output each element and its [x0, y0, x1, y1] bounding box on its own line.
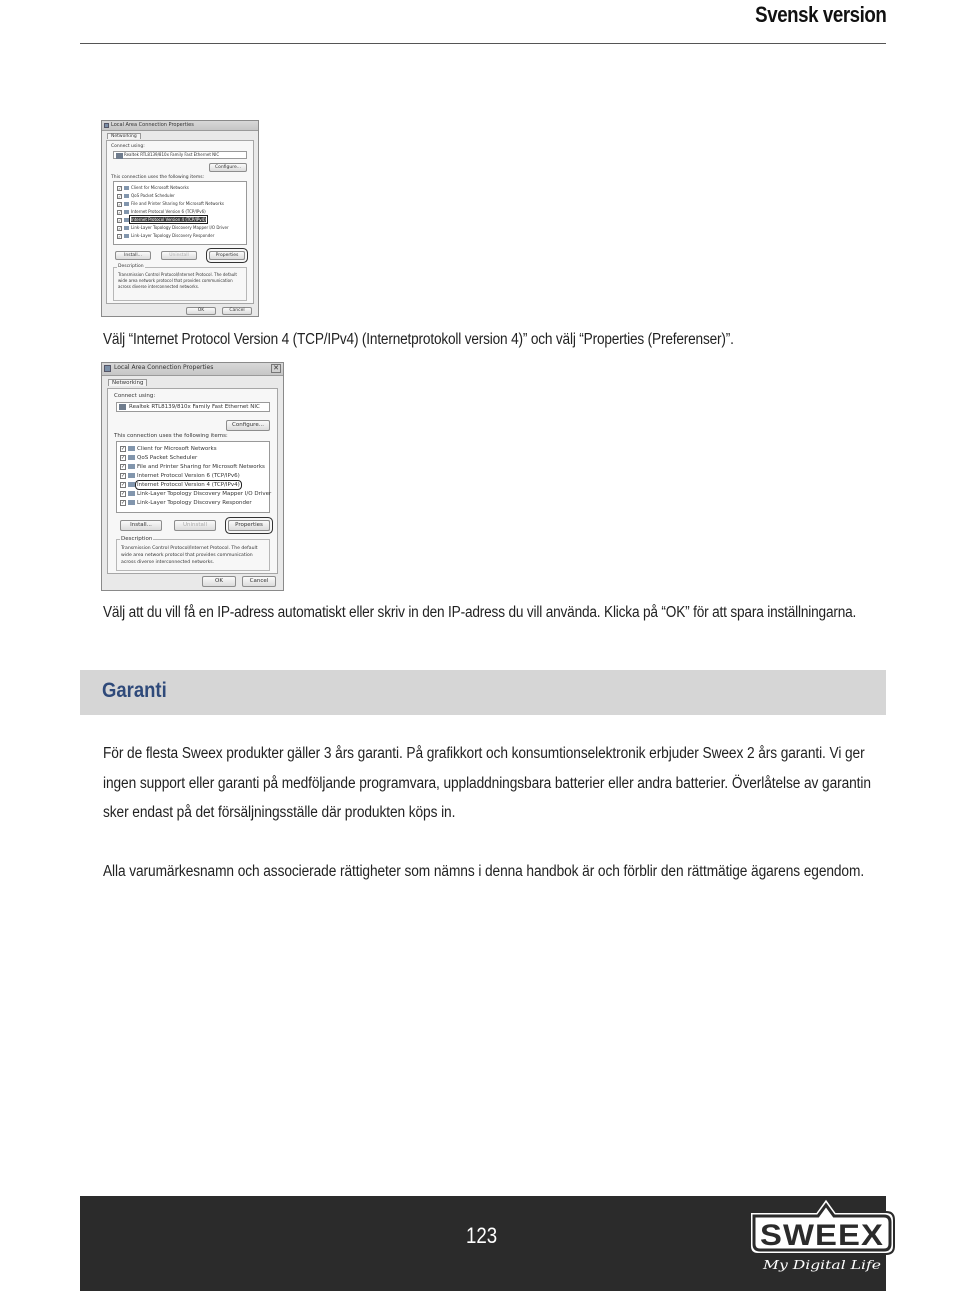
warranty-paragraph: För de flesta Sweex produkter gäller 3 års garanti. På grafikkort och konsumtionselektronik erbjuder Sweex 2 års garanti. Vi ger ingen support eller garanti på medföljande programvara, uppladdningsbara batterier eller andra batterier. Överlåtelse av garantin sker endast på det försäljningsställe där produkten köps in. — [103, 745, 871, 821]
install-button[interactable]: Install... — [120, 520, 162, 531]
scheduler-icon — [124, 194, 129, 198]
list-item[interactable]: ✓ QoS Packet Scheduler — [121, 454, 198, 461]
properties-button[interactable]: Properties — [228, 520, 270, 531]
dialog-panel — [107, 388, 278, 574]
checkbox[interactable]: ✓ — [118, 193, 122, 199]
list-item[interactable]: ✓ QoS Packet Scheduler — [118, 193, 175, 199]
description-text: Transmission Control Protocol/Internet Protocol. The default wide area network protocol that provides communication across diverse interconnected networks. — [118, 272, 237, 289]
section-heading: Garanti — [102, 679, 167, 702]
install-button[interactable]: Install... — [115, 251, 151, 260]
checkbox[interactable]: ✓ — [121, 481, 126, 488]
description-label: Description — [118, 264, 144, 269]
ok-button[interactable]: OK — [202, 576, 236, 587]
cancel-button[interactable]: Cancel — [222, 307, 252, 315]
list-item[interactable]: ✓ Client for Microsoft Networks — [118, 185, 189, 191]
sharing-icon — [124, 202, 129, 206]
list-item[interactable]: ✓ Internet Protocol Version 6 (TCP/IPv6) — [121, 472, 240, 479]
list-item[interactable]: ✓ File and Printer Sharing for Microsoft Networks — [121, 463, 265, 470]
uninstall-button[interactable]: Uninstall — [174, 520, 216, 531]
svg-text:SWEEX: SWEEX — [760, 1219, 884, 1252]
page-header-title: Svensk version — [754, 2, 886, 27]
list-item[interactable]: ✓ Client for Microsoft Networks — [121, 445, 217, 452]
list-item-highlighted[interactable]: ✓ Internet Protocol Version 4 (TCP/IPv4) — [121, 481, 240, 488]
adapter-field: Realtek RTL8139/810x Family Fast Ethernet NIC — [116, 402, 270, 412]
items-label: This connection uses the following items: — [114, 433, 228, 439]
list-item[interactable]: ✓ File and Printer Sharing for Microsoft Networks — [118, 201, 224, 207]
dialog-screenshot-1 — [101, 120, 259, 317]
checkbox[interactable]: ✓ — [118, 201, 122, 207]
description-group — [113, 264, 247, 301]
checkbox[interactable]: ✓ — [118, 233, 122, 239]
sweex-logo — [738, 1196, 898, 1274]
scheduler-icon — [128, 455, 135, 460]
checkbox[interactable]: ✓ — [121, 499, 126, 506]
description-text: Transmission Control Protocol/Internet Protocol. The default wide area network protocol that provides communication across diverse interconnected networks. — [121, 546, 258, 565]
dialog-title: Local Area Connection Properties — [111, 122, 194, 128]
list-item-selected[interactable]: ✓ Internet Protocol Version 4 (TCP/IPv4) — [118, 217, 206, 223]
warranty-text — [103, 739, 891, 886]
protocol-icon — [128, 473, 135, 478]
list-item[interactable]: ✓ Link-Layer Topology Discovery Mapper I/O Driver — [121, 490, 272, 497]
instruction-step-1: Välj “Internet Protocol Version 4 (TCP/IPv4) (Internetprotokoll version 4)” och välj “Properties (Preferenser)”. — [103, 331, 734, 348]
page-number: 123 — [466, 1223, 498, 1248]
items-label: This connection uses the following items: — [111, 175, 205, 180]
configure-button[interactable]: Configure... — [209, 163, 247, 172]
items-list — [116, 441, 270, 513]
checkbox[interactable]: ✓ — [121, 472, 126, 479]
checkbox[interactable]: ✓ — [121, 454, 126, 461]
connect-using-label: Connect using: — [114, 393, 156, 399]
section-heading-bar — [80, 670, 886, 715]
dialog-screenshot-2 — [101, 362, 284, 591]
list-item[interactable]: ✓ Internet Protocol Version 6 (TCP/IPv6) — [118, 209, 206, 215]
list-item[interactable]: ✓ Link-Layer Topology Discovery Responder — [121, 499, 252, 506]
uninstall-button[interactable]: Uninstall — [161, 251, 197, 260]
client-icon — [124, 186, 129, 190]
protocol-icon — [128, 491, 135, 496]
checkbox[interactable]: ✓ — [118, 209, 122, 215]
list-item[interactable]: ✓ Link-Layer Topology Discovery Responder — [118, 233, 215, 239]
checkbox[interactable]: ✓ — [121, 445, 126, 452]
network-icon — [104, 123, 109, 128]
tab-networking[interactable]: Networking — [107, 133, 141, 139]
dialog-titlebar — [102, 363, 283, 376]
description-label: Description — [121, 536, 153, 542]
cancel-button[interactable]: Cancel — [242, 576, 276, 587]
trademark-paragraph: Alla varumärkesnamn och associerade rättigheter som nämns i denna handbok är och förblir den rättmätige ägarens egendom. — [103, 862, 865, 880]
header-divider — [80, 43, 886, 44]
configure-button[interactable]: Configure... — [226, 420, 270, 431]
checkbox[interactable]: ✓ — [121, 490, 126, 497]
protocol-icon — [124, 234, 129, 238]
connect-using-label: Connect using: — [111, 144, 145, 149]
close-icon[interactable]: ✕ — [271, 364, 281, 373]
checkbox[interactable]: ✓ — [118, 217, 122, 223]
svg-text:My Digital Life: My Digital Life — [761, 1258, 881, 1272]
protocol-icon — [124, 210, 129, 214]
checkbox[interactable]: ✓ — [118, 225, 122, 231]
checkbox[interactable]: ✓ — [118, 185, 122, 191]
dialog-title: Local Area Connection Properties — [114, 364, 214, 371]
adapter-field: Realtek RTL8139/810x Family Fast Ethernet NIC — [113, 151, 247, 159]
dialog-panel — [106, 140, 254, 304]
protocol-icon — [128, 500, 135, 505]
dialog-titlebar — [102, 121, 258, 131]
protocol-icon — [124, 226, 129, 230]
network-icon — [104, 365, 111, 372]
instruction-step-2: Välj att du vill få en IP-adress automatiskt eller skriv in den IP-adress du vill använda. Klicka på “OK” för att spara inställningarna. — [103, 604, 857, 621]
items-list — [113, 181, 247, 245]
properties-button[interactable]: Properties — [209, 251, 245, 260]
checkbox[interactable]: ✓ — [121, 463, 126, 470]
tab-networking[interactable]: Networking — [108, 379, 147, 386]
protocol-icon — [128, 482, 135, 487]
description-group — [116, 536, 270, 571]
list-item[interactable]: ✓ Link-Layer Topology Discovery Mapper I/O Driver — [118, 225, 229, 231]
client-icon — [128, 446, 135, 451]
ok-button[interactable]: OK — [186, 307, 216, 315]
protocol-icon — [124, 218, 129, 222]
sharing-icon — [128, 464, 135, 469]
